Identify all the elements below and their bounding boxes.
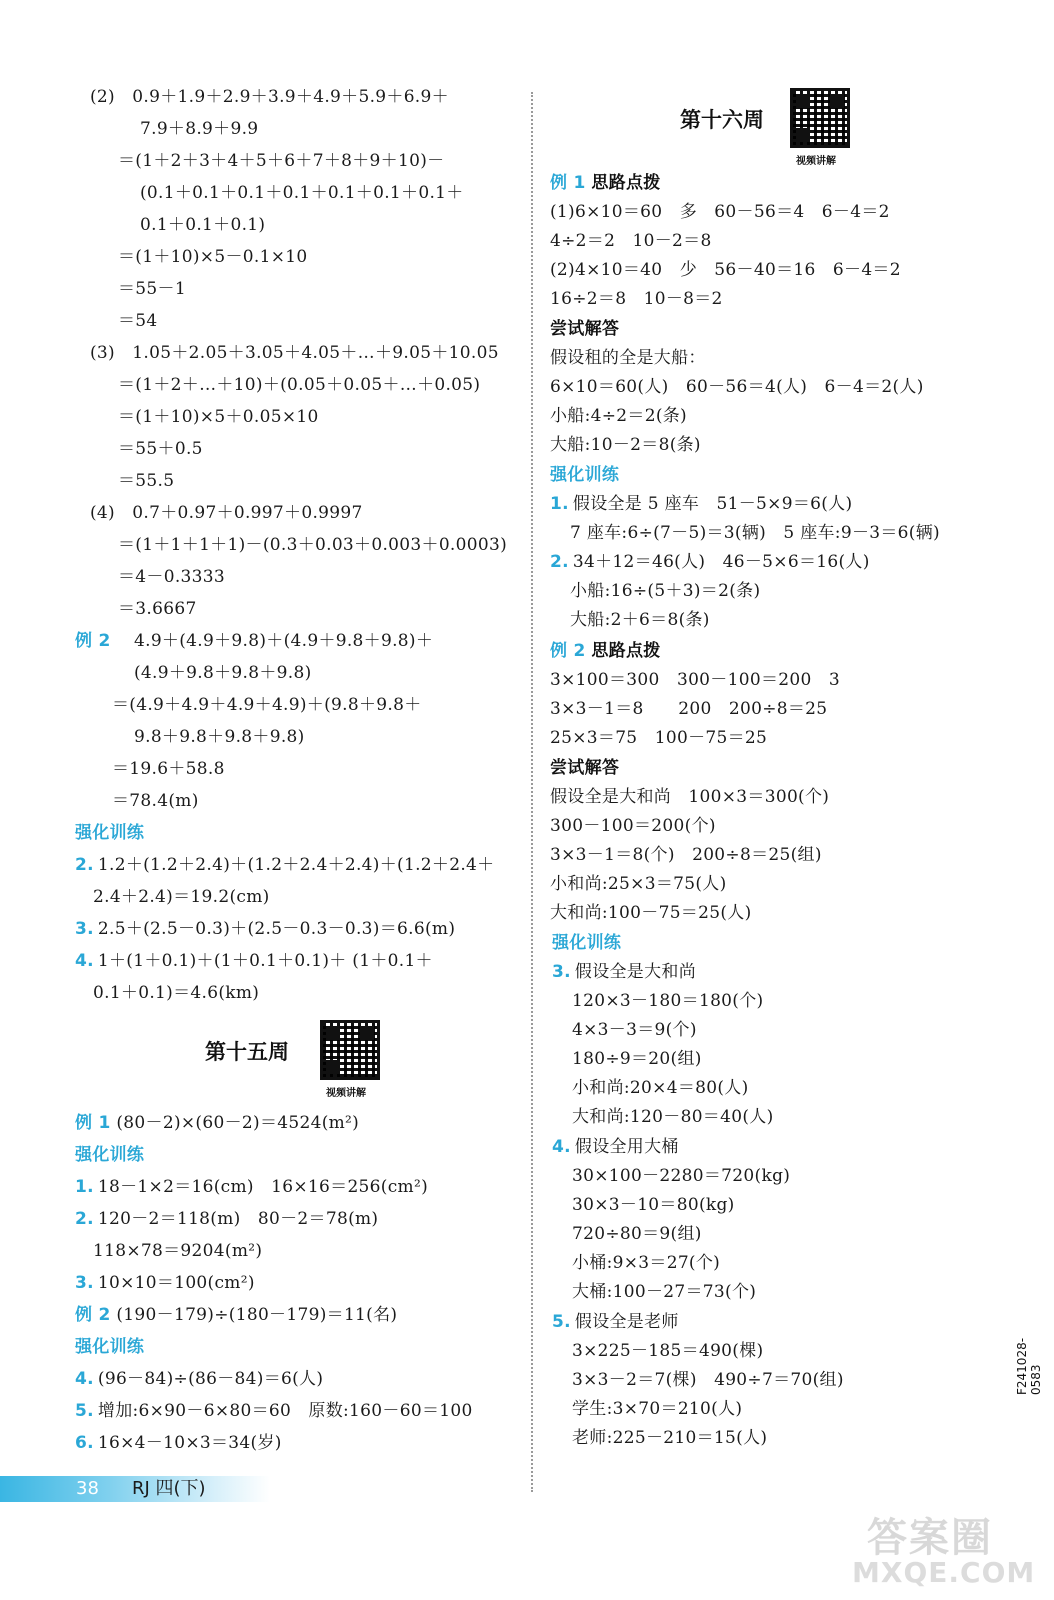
text-line: 6×10＝60(人) 60－56＝4(人) 6－4＝2(人)	[550, 377, 924, 397]
text-line: 720÷80＝9(组)	[572, 1224, 702, 1244]
edition-label: RJ 四(下)	[132, 1478, 206, 1499]
text-line: 大和尚:100－75＝25(人)	[550, 903, 752, 923]
text-line: 3×3－2＝7(棵) 490÷7＝70(组)	[572, 1370, 844, 1390]
text-line: ＝(1＋1＋1＋1)－(0.3＋0.03＋0.003＋0.0003)	[118, 535, 508, 555]
text-line	[550, 493, 852, 515]
item-text: 18－1×2＝16(cm) 16×16＝256(cm²)	[97, 1177, 429, 1197]
text-line: 0.1＋0.1)＝4.6(km)	[93, 983, 260, 1003]
text-line	[75, 854, 494, 876]
item-text: 假设全是大和尚	[574, 962, 696, 982]
text-line: 2.4＋2.4)＝19.2(cm)	[93, 887, 270, 907]
item-number: 4.	[75, 1369, 94, 1389]
text-line	[75, 918, 455, 940]
item-number: 3.	[75, 1273, 94, 1293]
item-text: 10×10＝100(cm²)	[97, 1273, 255, 1293]
item-number: 4.	[552, 1137, 571, 1157]
text-line: (4) 0.7＋0.97＋0.997＋0.9997	[90, 503, 363, 523]
training-label: 强化训练	[75, 1145, 145, 1165]
text-line	[75, 1304, 397, 1326]
text-line: 小桶:9×3＝27(个)	[572, 1253, 721, 1273]
text-line: ＝19.6＋58.8	[112, 759, 225, 779]
text-line: (2) 0.9＋1.9＋2.9＋3.9＋4.9＋5.9＋6.9＋	[90, 87, 449, 107]
hint-label: 思路点拨	[591, 173, 661, 193]
watermark-logo: 答案圈	[867, 1515, 993, 1561]
example-1-label: 例 1	[75, 1113, 111, 1133]
hint-label: 思路点拨	[591, 641, 661, 661]
example-2-label: 例 2	[75, 631, 111, 651]
text-line: 7 座车:6÷(7－5)＝3(辆) 5 座车:9－3＝6(辆)	[570, 523, 940, 543]
item-number: 1.	[550, 494, 569, 514]
week-15-title: 第十五周	[205, 1040, 289, 1064]
text-line: 3×3－1＝8 200 200÷8＝25	[550, 699, 828, 719]
item-number: 6.	[75, 1433, 94, 1453]
text-line: 4×3－3＝9(个)	[572, 1020, 697, 1040]
text-line: ＝3.6667	[118, 599, 197, 619]
item-text: 1＋(1＋0.1)＋(1＋0.1＋0.1)＋ (1＋0.1＋	[97, 951, 433, 971]
text-line: 118×78＝9204(m²)	[93, 1241, 263, 1261]
text-line: 3×225－185＝490(棵)	[572, 1341, 764, 1361]
item-text: 假设全是 5 座车 51－5×9＝6(人)	[572, 494, 853, 514]
try-answer-label: 尝试解答	[550, 758, 620, 778]
training-label: 强化训练	[552, 933, 622, 953]
text-line: ＝78.4(m)	[112, 791, 199, 811]
item-text: 假设全是老师	[574, 1312, 679, 1332]
text-line	[75, 1208, 378, 1230]
text-line: 大船:2＋6＝8(条)	[570, 610, 710, 630]
text-line: 小和尚:20×4＝80(人)	[572, 1078, 749, 1098]
text-line: (4.9＋9.8＋9.8＋9.8)	[134, 663, 312, 683]
text-line	[75, 1272, 255, 1294]
item-number: 2.	[75, 1209, 94, 1229]
text-line: ＝(1＋2＋…＋10)＋(0.05＋0.05＋…＋0.05)	[118, 375, 481, 395]
page-number: 38	[76, 1478, 99, 1499]
watermark-url: MXQE.COM	[852, 1556, 1036, 1589]
text-line: 大桶:100－27＝73(个)	[572, 1282, 757, 1302]
item-number: 5.	[552, 1312, 571, 1332]
text-line: 25×3＝75 100－75＝25	[550, 728, 768, 748]
text-line: 9.8＋9.8＋9.8＋9.8)	[134, 727, 305, 747]
qr-code-icon[interactable]	[790, 88, 850, 148]
item-number: 2.	[550, 552, 569, 572]
text-line: ＝(1＋2＋3＋4＋5＋6＋7＋8＋9＋10)－	[118, 151, 445, 171]
text-line: (0.1＋0.1＋0.1＋0.1＋0.1＋0.1＋0.1＋	[140, 183, 464, 203]
example-1-label: 例 1	[550, 173, 586, 193]
qr-code-icon[interactable]	[320, 1020, 380, 1080]
text-line: ＝55＋0.5	[118, 439, 203, 459]
item-text: 2.5＋(2.5－0.3)＋(2.5－0.3－0.3)＝6.6(m)	[97, 919, 456, 939]
text-line: 小船:4÷2＝2(条)	[550, 406, 687, 426]
text-line	[550, 172, 661, 194]
text-line	[75, 1432, 282, 1454]
training-label: 强化训练	[75, 1337, 145, 1357]
text-line: ＝55.5	[118, 471, 175, 491]
text-line: 小船:16÷(5＋3)＝2(条)	[570, 581, 761, 601]
try-answer-label: 尝试解答	[550, 319, 620, 339]
qr-caption: 视频讲解	[326, 1088, 366, 1099]
text-line: ＝54	[118, 311, 158, 331]
text-line	[75, 950, 433, 972]
text-line: 3×100＝300 300－100＝200 3	[550, 670, 841, 690]
text-line: 30×3－10＝80(kg)	[572, 1195, 735, 1215]
training-label: 强化训练	[75, 823, 145, 843]
text-line: ＝(1＋10)×5＋0.05×10	[118, 407, 319, 427]
text-line	[75, 1176, 428, 1198]
item-text: 1.2＋(1.2＋2.4)＋(1.2＋2.4＋2.4)＋(1.2＋2.4＋	[97, 855, 495, 875]
text-line: 16÷2＝8 10－8＝2	[550, 289, 723, 309]
text-line	[552, 1311, 679, 1333]
item-number: 1.	[75, 1177, 94, 1197]
text-line: ＝(4.9＋4.9＋4.9＋4.9)＋(9.8＋9.8＋	[112, 695, 422, 715]
text-line	[550, 640, 661, 662]
text-line: 4÷2＝2 10－2＝8	[550, 231, 712, 251]
item-text: 16×4－10×3＝34(岁)	[97, 1433, 282, 1453]
side-code: F241028-0583	[1015, 1337, 1043, 1395]
training-label: 强化训练	[550, 465, 620, 485]
text-line: 假设全是大和尚 100×3＝300(个)	[550, 787, 830, 807]
week-16-title: 第十六周	[680, 108, 764, 132]
text-line	[75, 1112, 359, 1134]
text-line: 30×100－2280＝720(kg)	[572, 1166, 791, 1186]
item-text: (80－2)×(60－2)＝4524(m²)	[116, 1113, 360, 1133]
text-line: (2)4×10＝40 少 56－40＝16 6－4＝2	[550, 260, 901, 280]
item-text: 假设全用大桶	[574, 1137, 679, 1157]
text-line: 小和尚:25×3＝75(人)	[550, 874, 727, 894]
item-number: 2.	[75, 855, 94, 875]
item-number: 4.	[75, 951, 94, 971]
text-line: 老师:225－210＝15(人)	[572, 1428, 768, 1448]
text-line: ＝4－0.3333	[118, 567, 225, 587]
example-2-label: 例 2	[550, 641, 586, 661]
text-line: (3) 1.05＋2.05＋3.05＋4.05＋…＋9.05＋10.05	[90, 343, 499, 363]
item-number: 5.	[75, 1401, 94, 1421]
example-2-label: 例 2	[75, 1305, 111, 1325]
item-text: (96－84)÷(86－84)＝6(人)	[97, 1369, 324, 1389]
text-line: 大和尚:120－80＝40(人)	[572, 1107, 774, 1127]
text-line: 120×3－180＝180(个)	[572, 991, 764, 1011]
item-text: 34＋12＝46(人) 46－5×6＝16(人)	[572, 552, 870, 572]
text-line: ＝55－1	[118, 279, 186, 299]
text-line	[552, 1136, 679, 1158]
text-line: 3×3－1＝8(个) 200÷8＝25(组)	[550, 845, 822, 865]
text-line	[552, 961, 696, 983]
item-number: 3.	[75, 919, 94, 939]
text-line: 4.9＋(4.9＋9.8)＋(4.9＋9.8＋9.8)＋	[134, 631, 434, 651]
text-line: 假设租的全是大船：	[550, 348, 706, 368]
text-line: 180÷9＝20(组)	[572, 1049, 702, 1069]
text-line: 7.9＋8.9＋9.9	[140, 119, 259, 139]
column-divider	[531, 92, 533, 1492]
text-line: 大船:10－2＝8(条)	[550, 435, 701, 455]
item-text: 增加:6×90－6×80＝60 原数:160－60＝100	[97, 1401, 473, 1421]
qr-caption: 视频讲解	[796, 156, 836, 167]
text-line: ＝(1＋10)×5－0.1×10	[118, 247, 308, 267]
text-line: 学生:3×70＝210(人)	[572, 1399, 743, 1419]
text-line: 300－100＝200(个)	[550, 816, 716, 836]
item-text: 120－2＝118(m) 80－2＝78(m)	[97, 1209, 379, 1229]
text-line: 0.1＋0.1＋0.1)	[140, 215, 266, 235]
text-line	[75, 1400, 473, 1422]
text-line	[75, 1368, 323, 1390]
text-line: (1)6×10＝60 多 60－56＝4 6－4＝2	[550, 202, 890, 222]
item-text: (190－179)÷(180－179)＝11(名)	[116, 1305, 398, 1325]
item-number: 3.	[552, 962, 571, 982]
text-line	[550, 551, 870, 573]
